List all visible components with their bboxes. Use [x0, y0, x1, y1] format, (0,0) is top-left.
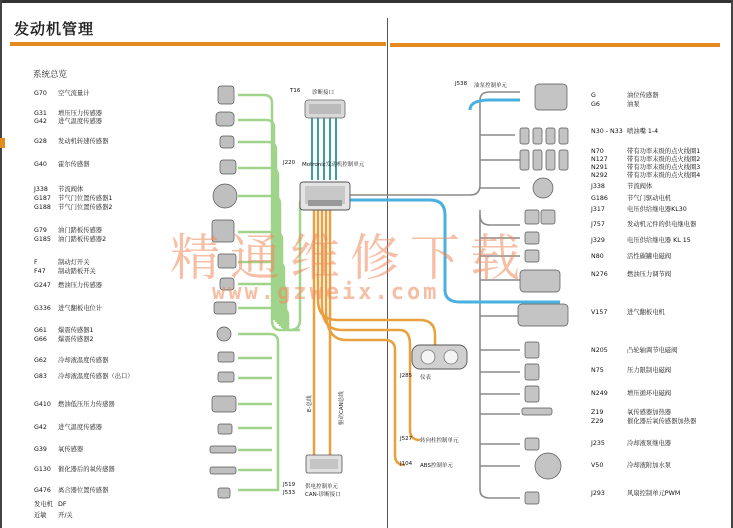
right-label-code: N292: [591, 172, 608, 179]
right-label-text: 凸轮轴调节电磁阀: [627, 347, 678, 354]
right-label-j338r: [591, 183, 652, 191]
left-label-code: G130: [34, 466, 51, 473]
left-label-text: 节气门位置传感器2: [58, 204, 113, 211]
right-label-text: 冷却液泵继电器: [627, 440, 672, 447]
right-label-text: 氧传感器加热器: [627, 409, 672, 416]
left-label-g83: [34, 373, 134, 381]
e-bus-label: E-总线: [307, 395, 313, 412]
j285-label: 仪表: [420, 375, 432, 381]
right-label-text: 燃油压力调节阀: [627, 271, 672, 278]
left-label-code: G185: [34, 236, 51, 243]
left-label-text: 爆震传感器1: [58, 327, 94, 334]
right-label-code: Z29: [591, 418, 604, 425]
right-label-n70: [591, 148, 700, 156]
left-label-text: 进气温度传感器: [58, 118, 103, 125]
right-label-code: N276: [591, 271, 608, 278]
left-label-text: 增压压力传感器: [58, 110, 103, 117]
watermark-url: www.gzweix.com: [212, 280, 440, 305]
left-label-code: G410: [34, 401, 51, 408]
right-label-code: N75: [591, 367, 604, 374]
left-label-code: G39: [34, 446, 47, 453]
left-label-code: G188: [34, 204, 51, 211]
left-label-code: 近敏: [34, 512, 47, 519]
right-label-code: G6: [591, 101, 600, 108]
right-label-text: 节气门驱动电机: [627, 195, 672, 202]
left-label-g185: [34, 236, 106, 244]
left-label-df: [34, 501, 67, 509]
right-label-v157: [591, 309, 665, 317]
j285-code: J285: [400, 373, 413, 379]
right-label-code: V50: [591, 462, 604, 469]
right-label-n276: [591, 271, 671, 279]
left-label-g39: [34, 446, 83, 454]
j519-label: 供电控制单元: [305, 484, 339, 490]
left-label-g130: [34, 466, 115, 474]
diagnostic-wiring: [312, 118, 336, 180]
left-label-code: G40: [34, 161, 47, 168]
right-label-n30: [591, 128, 658, 136]
right-label-code: G186: [591, 195, 608, 202]
left-label-code: G187: [34, 195, 51, 202]
right-label-j293: [591, 490, 680, 498]
right-label-g: [591, 92, 659, 100]
right-label-v50: [591, 462, 671, 470]
j104-code: J104: [400, 461, 413, 467]
right-label-text: 节流阀体: [627, 183, 653, 190]
j527-code: J527: [400, 436, 413, 442]
left-label-text: 催化器后的氧传感器: [58, 466, 115, 473]
right-label-code: J757: [591, 221, 605, 228]
right-label-n205: [591, 347, 677, 355]
left-label-text: 燃油压力传感器: [58, 282, 103, 289]
instrument-cluster: [412, 345, 467, 369]
right-label-code: N291: [591, 164, 608, 171]
j519-code: J519: [283, 482, 296, 488]
left-label-g187: [34, 195, 112, 203]
right-label-code: N127: [591, 156, 608, 163]
left-label-g70: [34, 90, 90, 98]
right-label-text: 增压循环电磁阀: [627, 390, 672, 397]
left-label-g247: [34, 282, 102, 290]
left-label-code: G28: [34, 138, 47, 145]
right-label-g186: [591, 195, 671, 203]
left-label-text: 油门踏板传感器2: [58, 236, 107, 243]
diagnostic-port: [305, 100, 345, 118]
j533-code: J533: [283, 490, 296, 496]
left-label-text: 制动灯开关: [58, 259, 90, 266]
j527-label: 转向柱控制单元: [420, 438, 459, 444]
left-label-text: 油门踏板传感器: [58, 227, 103, 234]
right-label-j235: [591, 440, 671, 448]
left-label-text: 燃油低压压力传感器: [58, 401, 115, 408]
left-label-code: G83: [34, 373, 47, 380]
right-label-code: G: [591, 92, 596, 99]
left-label-f: [34, 259, 90, 267]
engine-control-unit: [300, 182, 350, 210]
left-label-g188: [34, 204, 112, 212]
left-label-code: G247: [34, 282, 51, 289]
left-label-g476: [34, 487, 108, 495]
left-label-text: 进气翻板电位计: [58, 305, 103, 312]
j220-label: Motronic发动机控制单元: [302, 162, 365, 168]
left-label-text: 节流阀体: [58, 186, 84, 193]
left-label-g28: [34, 138, 108, 146]
left-label-g66: [34, 336, 94, 344]
right-label-code: N80: [591, 253, 604, 260]
left-label-g40: [34, 161, 90, 169]
right-label-code: N30 - N33: [591, 128, 623, 135]
right-label-text: 带有功率末级的点火线圈2: [627, 156, 701, 163]
right-label-n75: [591, 367, 671, 375]
right-label-text: 带有功率末级的点火线圈3: [627, 164, 701, 171]
right-label-code: J329: [591, 237, 605, 244]
left-label-code: G70: [34, 90, 47, 97]
j104-label: ABS控制单元: [420, 463, 453, 469]
right-label-text: 催化器后氧传感器加热器: [627, 418, 697, 425]
left-label-g62: [34, 357, 108, 365]
right-label-text: 活性碳罐电磁阀: [627, 253, 672, 260]
t16-label: 诊断接口: [312, 90, 335, 96]
right-label-text: 带有功率末级的点火线圈1: [627, 148, 701, 155]
left-label-g61: [34, 327, 94, 335]
right-label-text: 压力限制电磁阀: [627, 367, 672, 374]
right-label-j317: [591, 206, 687, 214]
right-label-code: N70: [591, 148, 604, 155]
j220-code: J220: [283, 160, 296, 166]
right-label-code: V157: [591, 309, 608, 316]
right-label-text: 风扇控制单元PWM: [627, 490, 681, 497]
left-label-code: F47: [34, 268, 46, 275]
right-label-text: 油泵: [627, 101, 640, 108]
right-label-text: 电压供给继电器KL30: [627, 206, 687, 213]
left-label-code: G79: [34, 227, 47, 234]
right-label-text: 冷却液附加水泵: [627, 462, 672, 469]
left-label-code: G42: [34, 424, 47, 431]
right-label-text: 油位传感器: [627, 92, 659, 99]
left-label-code: G66: [34, 336, 47, 343]
right-label-text: 喷油嘴 1-4: [627, 128, 659, 135]
left-label-g42b: [34, 424, 102, 432]
right-label-code: J235: [591, 440, 605, 447]
left-label-text: 爆震传感器2: [58, 336, 94, 343]
left-label-text: 制动踏板开关: [58, 268, 96, 275]
left-label-text: 氧传感器: [58, 446, 84, 453]
left-label-code: G476: [34, 487, 51, 494]
left-label-code: G42: [34, 118, 47, 125]
can-bus-label: 驱动CAN总线: [339, 391, 345, 425]
left-label-code: F: [34, 259, 38, 266]
left-label-code: G62: [34, 357, 47, 364]
page-title: 发动机管理: [14, 20, 95, 38]
left-label-g79: [34, 227, 102, 235]
left-label-code: G336: [34, 305, 51, 312]
right-label-n80: [591, 253, 671, 261]
right-label-code: J338: [591, 183, 605, 190]
left-label-code: J338: [34, 186, 48, 193]
right-label-text: 电压供给继电器 KL 15: [627, 237, 691, 244]
section-title: 系统总览: [33, 70, 68, 80]
left-label-text: DF: [58, 501, 67, 508]
watermark-text: 精通维修下载: [170, 229, 530, 287]
right-label-code: J317: [591, 206, 605, 213]
right-label-text: 进气翻板电机: [627, 309, 665, 316]
left-label-text: 空气流量计: [58, 90, 90, 97]
left-label-g42a: [34, 118, 102, 126]
right-label-n127: [591, 156, 700, 164]
j538-code: J538: [455, 81, 468, 87]
j538-label: 油泵控制单元: [474, 83, 508, 89]
right-label-code: N249: [591, 390, 608, 397]
left-label-text: 发动机转速传感器: [58, 138, 109, 145]
actuator-glyphs: [518, 84, 568, 504]
left-label-text: 进气温度传感器: [58, 424, 103, 431]
left-label-g31: [34, 110, 102, 118]
left-label-g336: [34, 305, 102, 313]
left-label-j338: [34, 186, 83, 194]
right-label-text: 发动机元件的供电继电器: [627, 221, 697, 228]
power-supply-control-unit: [306, 455, 342, 473]
right-label-g6: [591, 101, 640, 109]
right-label-code: N205: [591, 347, 608, 354]
right-label-j757: [591, 221, 696, 229]
left-label-qd: [34, 512, 73, 520]
right-label-n291: [591, 164, 700, 172]
j533-label: CAN-诊断接口: [305, 492, 341, 498]
left-label-text: 霍尔传感器: [58, 161, 90, 168]
right-label-z19: [591, 409, 671, 417]
left-label-text: 开/关: [58, 512, 73, 519]
right-label-code: J293: [591, 490, 605, 497]
left-label-text: 冷却液温度传感器（出口）: [58, 373, 134, 380]
right-label-n292: [591, 172, 700, 180]
left-label-f47: [34, 268, 96, 276]
left-label-text: 离合器位置传感器: [58, 487, 109, 494]
right-label-j329: [591, 237, 691, 245]
right-label-code: Z19: [591, 409, 604, 416]
left-label-code: 发电机: [34, 501, 53, 508]
fuel-pump-link: [470, 100, 520, 110]
left-label-code: G61: [34, 327, 47, 334]
right-label-n249: [591, 390, 671, 398]
right-label-text: 带有功率末级的点火线圈4: [627, 172, 701, 179]
left-label-text: 节气门位置传感器1: [58, 195, 113, 202]
right-label-z29: [591, 418, 696, 426]
t16-code: T16: [290, 88, 301, 94]
left-label-text: 冷却液温度传感器: [58, 357, 109, 364]
left-label-g410: [34, 401, 115, 409]
left-label-code: G31: [34, 110, 47, 117]
